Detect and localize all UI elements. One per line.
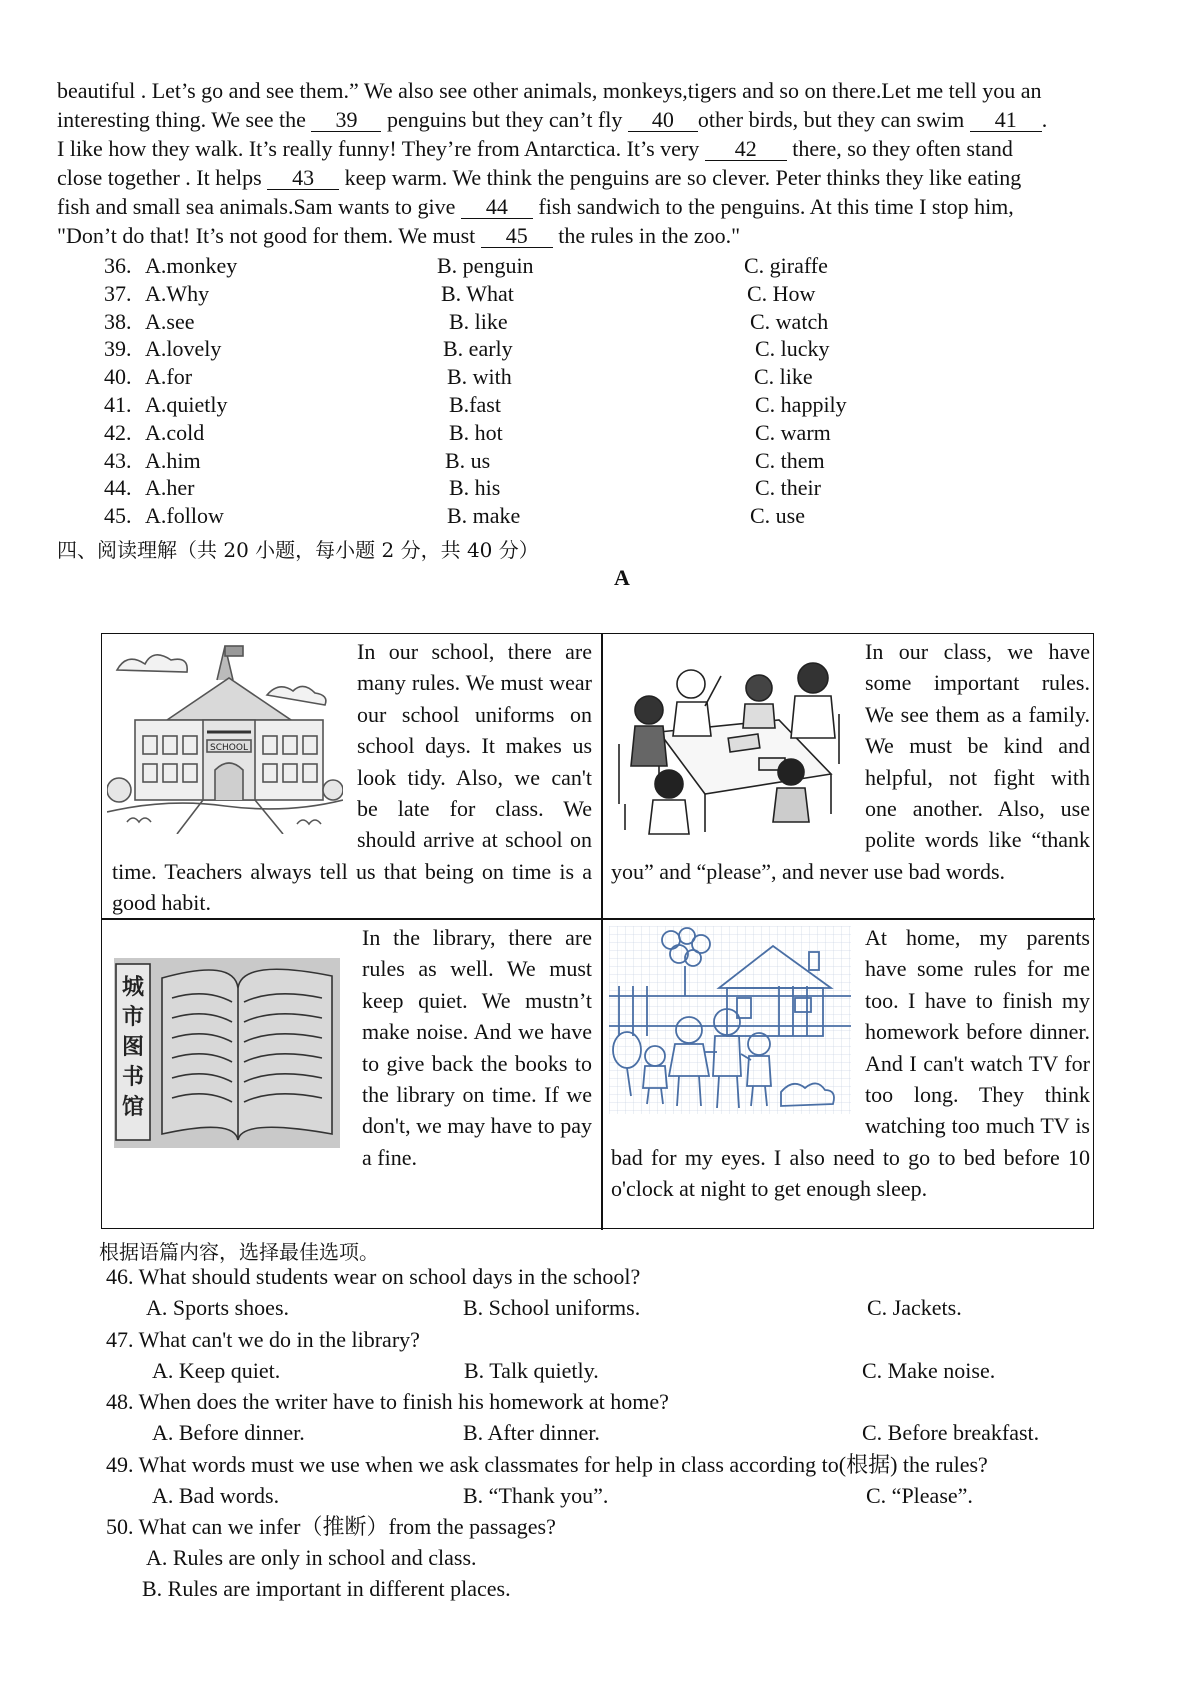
section-heading: 四、阅读理解（共 20 小题，每小题 2 分，共 40 分） — [57, 538, 539, 562]
option-c[interactable]: C. “Please”. — [866, 1483, 973, 1508]
option-a[interactable]: A.follow — [145, 503, 224, 528]
passage-text: interesting thing. We see the — [57, 107, 312, 132]
library-box — [105, 920, 596, 1228]
school-box — [105, 634, 596, 918]
option-c[interactable]: C. giraffe — [744, 253, 828, 278]
option-c[interactable]: C. use — [750, 503, 805, 528]
option-c[interactable]: C. How — [747, 281, 816, 306]
library-sign-char: 书 — [121, 1065, 145, 1090]
library-sign-char: 馆 — [121, 1095, 145, 1120]
question-text: What can we infer（推断）from the passages? — [138, 1514, 556, 1539]
question-number: 44. — [104, 475, 132, 500]
option-a[interactable]: A. Bad words. — [152, 1483, 280, 1508]
question-46 — [106, 1262, 640, 1292]
class-box-text: In our class, we have some important rules. We see them as a family. We must be kind and helpful, not fight with one another. Also, use polite words like “thank you” and “please”, and never use bad words. — [611, 639, 1090, 884]
option-c[interactable]: C. happily — [755, 392, 847, 417]
option-b[interactable]: B. What — [441, 281, 514, 306]
question-number: 36. — [104, 253, 132, 278]
school-building-illustration — [107, 640, 343, 834]
class-box — [603, 634, 1094, 918]
library-sign — [122, 975, 144, 1120]
passage-text: penguins but they can’t fly — [381, 107, 628, 132]
library-building-illustration — [114, 958, 340, 1148]
reading-grid — [101, 633, 1094, 1229]
question-number: 45. — [104, 503, 132, 528]
question-50 — [106, 1512, 556, 1542]
option-b[interactable]: B. Talk quietly. — [464, 1358, 599, 1383]
passage-line — [57, 76, 1142, 105]
option-c[interactable]: C. their — [755, 475, 821, 500]
passage-text: . — [1041, 107, 1048, 132]
option-b[interactable]: B. hot — [449, 420, 503, 445]
option-a[interactable]: A.see — [145, 309, 195, 334]
option-b[interactable]: B. School uniforms. — [463, 1295, 641, 1320]
option-b[interactable]: B. “Thank you”. — [463, 1483, 609, 1508]
passage-text: fish sandwich to the penguins. At this time I stop him, — [532, 194, 1014, 219]
blank-44: 44 — [461, 196, 533, 219]
passage-line — [57, 221, 1142, 250]
library-sign-char: 城 — [121, 975, 145, 1000]
option-b[interactable]: B.fast — [449, 392, 501, 417]
option-c[interactable]: C. like — [754, 364, 813, 389]
question-number: 42. — [104, 420, 132, 445]
passage-text: there, so they often stand — [786, 136, 1013, 161]
question-number: 39. — [104, 336, 132, 361]
option-a[interactable]: A.monkey — [145, 253, 238, 278]
passage-text: "Don’t do that! It’s not good for them. We must — [57, 223, 481, 248]
question-number: 38. — [104, 309, 132, 334]
classroom-illustration — [609, 654, 849, 836]
option-b[interactable]: B. us — [445, 448, 491, 473]
section-letter: A — [614, 565, 630, 590]
passage-line — [57, 163, 1142, 192]
school-sign: SCHOOL — [210, 743, 248, 753]
passage-line — [57, 192, 1142, 221]
option-c[interactable]: C. lucky — [755, 336, 830, 361]
library-sign-char: 图 — [121, 1035, 145, 1060]
option-b[interactable]: B. early — [443, 336, 513, 361]
question-text: What words must we use when we ask classmates for help in class according to(根据) the rules? — [138, 1452, 988, 1477]
passage-text: the rules in the zoo." — [552, 223, 741, 248]
question-number: 40. — [104, 364, 132, 389]
blank-39: 39 — [311, 109, 381, 132]
option-c[interactable]: C. watch — [750, 309, 829, 334]
question-48 — [106, 1387, 669, 1417]
question-number: 46. — [106, 1264, 134, 1289]
passage-text: other birds, but they can swim — [697, 107, 970, 132]
option-b[interactable]: B. like — [449, 309, 508, 334]
option-a[interactable]: A.lovely — [145, 336, 222, 361]
blank-41: 41 — [970, 109, 1042, 132]
passage-line — [57, 134, 1142, 163]
option-a[interactable]: A. Keep quiet. — [152, 1358, 281, 1383]
option-c[interactable]: C. Before breakfast. — [862, 1420, 1040, 1445]
question-49 — [106, 1450, 988, 1480]
question-number: 37. — [104, 281, 132, 306]
question-number: 48. — [106, 1389, 134, 1414]
blank-45: 45 — [481, 225, 553, 248]
library-box-text: In the library, there are rules as well. We must keep quiet. We mustn’t make noise. And we have to give back the books to the library on time. If we don't, we may have to pay a fine. — [362, 925, 593, 1170]
passage-text: keep warm. We think the penguins are so clever. Peter thinks they like eating — [339, 165, 1022, 190]
option-b[interactable]: B. After dinner. — [463, 1420, 600, 1445]
option-c[interactable]: C. warm — [755, 420, 831, 445]
blank-43: 43 — [267, 167, 339, 190]
passage-text: close together . It helps — [57, 165, 268, 190]
option-a[interactable]: A.cold — [145, 420, 205, 445]
option-a[interactable]: A. Rules are only in school and class. — [146, 1545, 477, 1570]
option-a[interactable]: A.Why — [145, 281, 210, 306]
blank-42: 42 — [705, 138, 787, 161]
question-number: 49. — [106, 1452, 134, 1477]
option-b[interactable]: B. penguin — [437, 253, 534, 278]
option-c[interactable]: C. them — [755, 448, 825, 473]
passage-text: I like how they walk. It’s really funny! They’re from Antarctica. It’s very — [57, 136, 705, 161]
instruction: 根据语篇内容，选择最佳选项。 — [99, 1240, 379, 1264]
option-b[interactable]: B. make — [447, 503, 521, 528]
library-sign-char: 市 — [121, 1005, 145, 1030]
question-text: When does the writer have to finish his homework at home? — [138, 1389, 669, 1414]
option-a[interactable]: A.her — [145, 475, 195, 500]
option-a[interactable]: A. Before dinner. — [152, 1420, 305, 1445]
school-box-text: In our school, there are many rules. We must wear our school uniforms on school days. It makes us look tidy. Also, we can't be late for class. We should arrive at school on time. Teachers always tell us that being on time is a good habit. — [112, 639, 592, 916]
home-box — [603, 920, 1094, 1228]
cloze-passage — [57, 76, 1142, 250]
family-drawing-illustration — [609, 926, 851, 1114]
question-number: 41. — [104, 392, 132, 417]
blank-40: 40 — [628, 109, 698, 132]
option-c[interactable]: C. Jackets. — [867, 1295, 962, 1320]
passage-line — [57, 105, 1142, 134]
question-text: What should students wear on school days in the school? — [138, 1264, 641, 1289]
question-number: 43. — [104, 448, 132, 473]
question-number: 50. — [106, 1514, 134, 1539]
question-47 — [106, 1325, 420, 1355]
option-b[interactable]: B. his — [449, 475, 501, 500]
option-b[interactable]: B. with — [447, 364, 512, 389]
question-text: What can't we do in the library? — [138, 1327, 420, 1352]
question-number: 47. — [106, 1327, 134, 1352]
option-b[interactable]: B. Rules are important in different places. — [142, 1576, 511, 1601]
passage-text: fish and small sea animals.Sam wants to give — [57, 194, 461, 219]
passage-text: beautiful . Let’s go and see them.” We also see other animals, monkeys,tigers and so on there.Let me tell you an — [57, 78, 1042, 103]
home-box-text: At home, my parents have some rules for me too. I have to finish my homework before dinner. And I can't watch TV for too long. They think watching too much TV is bad for my eyes. I also need to go to bed before 10 o'clock at night to get enough sleep. — [611, 925, 1090, 1202]
option-a[interactable]: A.quietly — [145, 392, 228, 417]
option-a[interactable]: A.him — [145, 448, 201, 473]
option-a[interactable]: A. Sports shoes. — [146, 1295, 290, 1320]
option-c[interactable]: C. Make noise. — [862, 1358, 996, 1383]
option-a[interactable]: A.for — [145, 364, 193, 389]
